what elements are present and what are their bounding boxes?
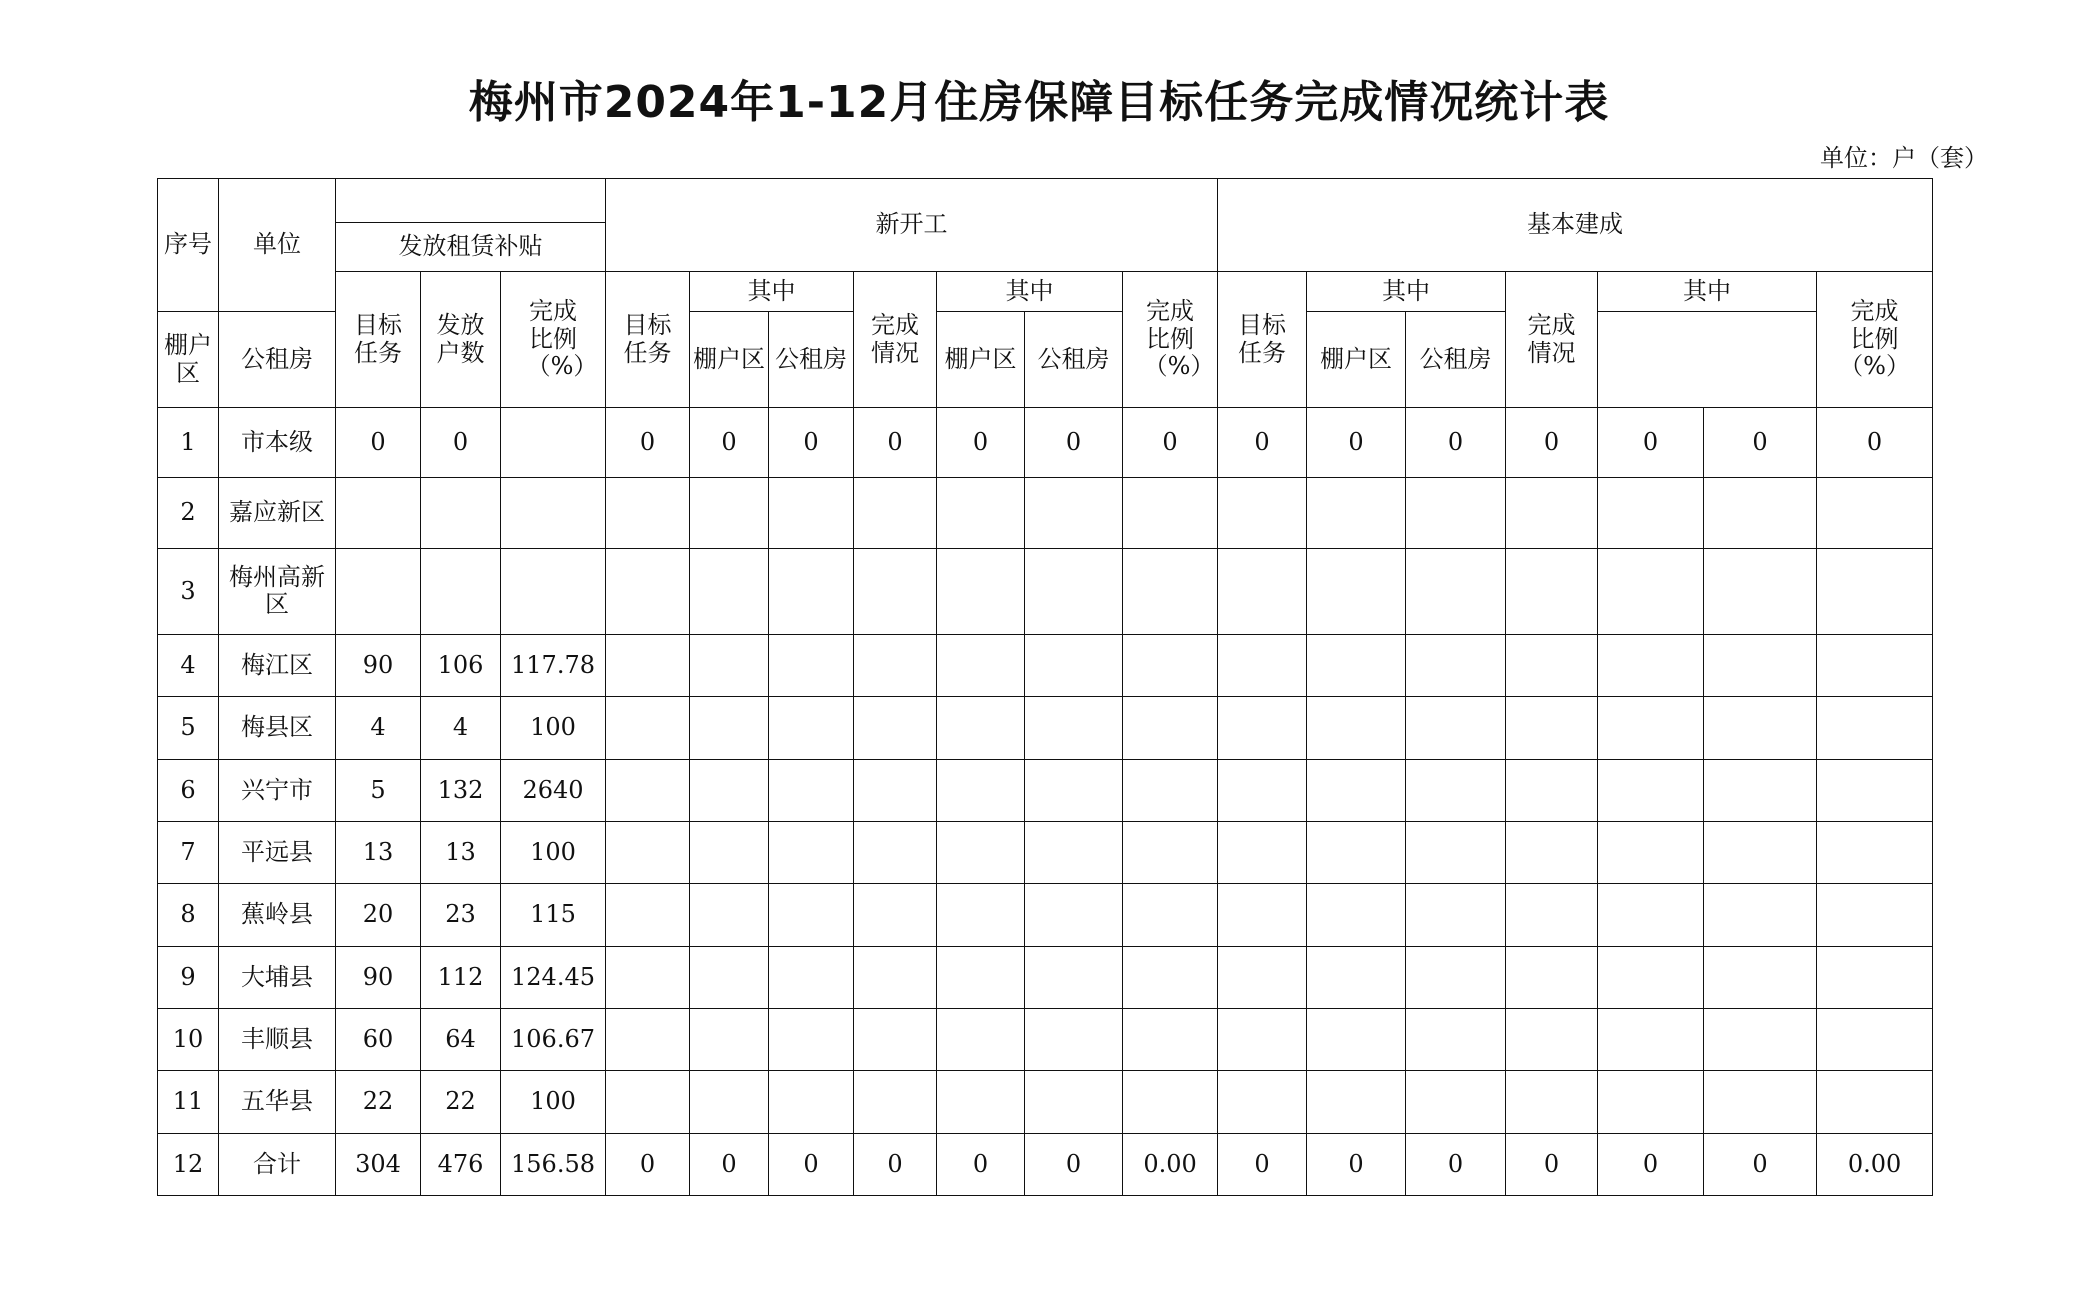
table-row xyxy=(158,478,1933,548)
cell-ns-shanty: 0 xyxy=(690,408,769,478)
cell-target: 90 xyxy=(336,946,421,1008)
cell-ns-public xyxy=(769,548,854,634)
cell-issued: 0 xyxy=(421,408,501,478)
cell-ns-st-shanty xyxy=(937,548,1025,634)
cell-ratio: 117.78 xyxy=(501,635,606,697)
cell-bc-st-shanty xyxy=(1598,478,1704,548)
cell-target: 60 xyxy=(336,1009,421,1071)
cell-bc-shanty: 0 xyxy=(1307,1133,1406,1195)
header-ns-shantytown xyxy=(158,312,219,408)
header-bc-st-shantytown: 棚户区 xyxy=(1307,312,1406,408)
cell-bc-ratio xyxy=(1817,759,1933,821)
cell-ns-public: 0 xyxy=(769,1133,854,1195)
cell-ns-st-shanty xyxy=(937,946,1025,1008)
cell-ratio xyxy=(501,408,606,478)
header-target-text: 目标任务 xyxy=(353,310,402,367)
cell-ns-st-shanty: 0 xyxy=(937,1133,1025,1195)
cell-issued: 22 xyxy=(421,1071,501,1133)
cell-issued: 476 xyxy=(421,1133,501,1195)
cell-bc-ratio xyxy=(1817,697,1933,759)
cell-ns-target xyxy=(606,759,690,821)
header-unit: 单位 xyxy=(219,179,336,312)
cell-bc-st-public xyxy=(1704,759,1817,821)
cell-ns-ratio xyxy=(1123,1071,1218,1133)
cell-ns-ratio xyxy=(1123,478,1218,548)
cell-bc-status: 0 xyxy=(1506,1133,1598,1195)
table-row xyxy=(158,822,1933,884)
cell-seq: 9 xyxy=(158,946,219,1008)
table-body xyxy=(158,408,1933,1196)
cell-bc-st-public xyxy=(1704,548,1817,634)
cell-issued: 13 xyxy=(421,822,501,884)
table-row xyxy=(158,759,1933,821)
table-row xyxy=(158,548,1933,634)
cell-ns-st-public xyxy=(1025,759,1123,821)
cell-bc-target xyxy=(1218,635,1307,697)
cell-bc-public: 0 xyxy=(1406,1133,1506,1195)
table-row xyxy=(158,946,1933,1008)
header-ns-st-public-rental: 公租房 xyxy=(769,312,854,408)
cell-bc-status xyxy=(1506,822,1598,884)
cell-ns-st-shanty xyxy=(937,822,1025,884)
cell-ns-st-public: 0 xyxy=(1025,1133,1123,1195)
cell-ns-ratio xyxy=(1123,697,1218,759)
cell-bc-ratio xyxy=(1817,1009,1933,1071)
cell-ns-ratio: 0.00 xyxy=(1123,1133,1218,1195)
cell-bc-st-public xyxy=(1704,822,1817,884)
cell-ns-public xyxy=(769,697,854,759)
cell-ns-status xyxy=(854,697,937,759)
cell-ratio: 106.67 xyxy=(501,1009,606,1071)
cell-ns-target xyxy=(606,635,690,697)
cell-bc-target xyxy=(1218,759,1307,821)
header-bc-among: 其中 xyxy=(1307,272,1506,312)
cell-target xyxy=(336,478,421,548)
cell-ns-ratio xyxy=(1123,1009,1218,1071)
cell-ns-st-public xyxy=(1025,697,1123,759)
cell-ratio: 156.58 xyxy=(501,1133,606,1195)
cell-ns-st-public xyxy=(1025,1009,1123,1071)
header-bc-public-rental: 公租房 xyxy=(1025,312,1123,408)
cell-bc-ratio xyxy=(1817,884,1933,946)
cell-ns-status xyxy=(854,946,937,1008)
header-bc-st-public-rental: 公租房 xyxy=(1406,312,1506,408)
cell-bc-st-public xyxy=(1704,478,1817,548)
cell-ns-target xyxy=(606,946,690,1008)
housing-stats-table xyxy=(157,178,1933,1196)
cell-bc-ratio xyxy=(1817,1071,1933,1133)
cell-ns-ratio xyxy=(1123,884,1218,946)
cell-ns-target xyxy=(606,884,690,946)
cell-ns-shanty xyxy=(690,1009,769,1071)
cell-ns-st-shanty xyxy=(937,1071,1025,1133)
cell-bc-shanty xyxy=(1307,697,1406,759)
table-row xyxy=(158,1071,1933,1133)
cell-ns-status xyxy=(854,1071,937,1133)
table-row xyxy=(158,635,1933,697)
cell-ns-st-public xyxy=(1025,548,1123,634)
cell-bc-status xyxy=(1506,759,1598,821)
header-bc-shantytown: 棚户区 xyxy=(937,312,1025,408)
cell-bc-st-public xyxy=(1704,884,1817,946)
cell-ns-ratio xyxy=(1123,635,1218,697)
cell-ns-ratio xyxy=(1123,946,1218,1008)
cell-bc-target xyxy=(1218,946,1307,1008)
cell-unit: 兴宁市 xyxy=(219,759,336,821)
cell-issued xyxy=(421,548,501,634)
cell-unit: 梅州高新区 xyxy=(219,548,336,634)
cell-bc-public xyxy=(1406,822,1506,884)
header-ns-public-rental: 公租房 xyxy=(219,312,336,408)
header-ns-status-among: 其中 xyxy=(937,272,1123,312)
cell-target: 5 xyxy=(336,759,421,821)
cell-bc-st-public: 0 xyxy=(1704,408,1817,478)
cell-seq: 2 xyxy=(158,478,219,548)
cell-ns-ratio xyxy=(1123,548,1218,634)
cell-target xyxy=(336,548,421,634)
cell-ratio xyxy=(501,478,606,548)
header-ratio-text: 完成比例（%） xyxy=(526,297,598,381)
cell-unit: 丰顺县 xyxy=(219,1009,336,1071)
cell-target: 0 xyxy=(336,408,421,478)
cell-ns-st-shanty xyxy=(937,635,1025,697)
header-ns-ratio-text: 完成比例（%） xyxy=(1143,297,1215,381)
cell-ns-shanty: 0 xyxy=(690,1133,769,1195)
cell-bc-ratio xyxy=(1817,822,1933,884)
cell-bc-shanty xyxy=(1307,822,1406,884)
cell-bc-st-shanty xyxy=(1598,548,1704,634)
cell-ns-status xyxy=(854,478,937,548)
header-ns-status xyxy=(854,272,937,408)
cell-ns-target xyxy=(606,478,690,548)
cell-bc-st-shanty xyxy=(1598,884,1704,946)
cell-ns-public xyxy=(769,635,854,697)
cell-ns-st-shanty xyxy=(937,697,1025,759)
cell-bc-shanty xyxy=(1307,1009,1406,1071)
cell-bc-status xyxy=(1506,697,1598,759)
header-bc-target xyxy=(1218,272,1307,408)
cell-unit: 嘉应新区 xyxy=(219,478,336,548)
cell-bc-st-shanty: 0 xyxy=(1598,408,1704,478)
cell-bc-st-public: 0 xyxy=(1704,1133,1817,1195)
header-bc-ratio xyxy=(1817,272,1933,408)
cell-target: 22 xyxy=(336,1071,421,1133)
cell-ns-st-public: 0 xyxy=(1025,408,1123,478)
cell-bc-st-shanty xyxy=(1598,759,1704,821)
cell-bc-target xyxy=(1218,548,1307,634)
cell-ns-shanty xyxy=(690,884,769,946)
cell-ns-status xyxy=(854,759,937,821)
cell-bc-ratio: 0.00 xyxy=(1817,1133,1933,1195)
cell-target: 90 xyxy=(336,635,421,697)
cell-ns-status xyxy=(854,635,937,697)
cell-bc-ratio xyxy=(1817,548,1933,634)
cell-ns-target: 0 xyxy=(606,1133,690,1195)
cell-bc-shanty xyxy=(1307,478,1406,548)
header-issued-text: 发放户数 xyxy=(436,310,485,367)
header-bc-target-text: 目标任务 xyxy=(1238,310,1287,367)
cell-unit: 大埔县 xyxy=(219,946,336,1008)
cell-bc-ratio xyxy=(1817,635,1933,697)
cell-seq: 10 xyxy=(158,1009,219,1071)
cell-ratio: 100 xyxy=(501,822,606,884)
cell-bc-ratio xyxy=(1817,478,1933,548)
cell-ns-public xyxy=(769,1009,854,1071)
cell-ns-status: 0 xyxy=(854,408,937,478)
cell-ns-public xyxy=(769,478,854,548)
cell-ns-ratio xyxy=(1123,822,1218,884)
cell-ns-status xyxy=(854,884,937,946)
cell-bc-shanty: 0 xyxy=(1307,408,1406,478)
cell-bc-ratio xyxy=(1817,946,1933,1008)
cell-seq: 4 xyxy=(158,635,219,697)
cell-bc-st-public xyxy=(1704,1009,1817,1071)
cell-ns-status xyxy=(854,1009,937,1071)
header-ns-shantytown-text: 棚户区 xyxy=(163,330,212,387)
cell-ns-st-public xyxy=(1025,635,1123,697)
cell-bc-public xyxy=(1406,1009,1506,1071)
cell-seq: 12 xyxy=(158,1133,219,1195)
cell-ns-shanty xyxy=(690,822,769,884)
cell-ns-shanty xyxy=(690,478,769,548)
header-rent-blank xyxy=(336,179,606,223)
cell-ns-public xyxy=(769,946,854,1008)
table-row xyxy=(158,884,1933,946)
cell-bc-st-public xyxy=(1704,946,1817,1008)
cell-unit: 五华县 xyxy=(219,1071,336,1133)
cell-target: 13 xyxy=(336,822,421,884)
cell-ns-st-shanty xyxy=(937,1009,1025,1071)
cell-ns-st-public xyxy=(1025,884,1123,946)
cell-ns-target xyxy=(606,1071,690,1133)
header-new-start: 新开工 xyxy=(606,179,1218,272)
cell-bc-st-shanty xyxy=(1598,697,1704,759)
cell-ns-shanty xyxy=(690,635,769,697)
cell-bc-public xyxy=(1406,548,1506,634)
cell-ns-target xyxy=(606,822,690,884)
cell-ns-status xyxy=(854,548,937,634)
cell-ns-public xyxy=(769,822,854,884)
cell-ratio xyxy=(501,548,606,634)
cell-seq: 1 xyxy=(158,408,219,478)
cell-bc-status xyxy=(1506,884,1598,946)
cell-bc-shanty xyxy=(1307,635,1406,697)
cell-ns-public xyxy=(769,884,854,946)
cell-ns-st-shanty xyxy=(937,478,1025,548)
cell-ns-shanty xyxy=(690,946,769,1008)
cell-bc-st-shanty xyxy=(1598,635,1704,697)
cell-ns-shanty xyxy=(690,1071,769,1133)
table-row xyxy=(158,1009,1933,1071)
cell-bc-status: 0 xyxy=(1506,408,1598,478)
page-title: 梅州市2024年1-12月住房保障目标任务完成情况统计表 xyxy=(468,77,1610,128)
cell-seq: 6 xyxy=(158,759,219,821)
cell-ratio: 100 xyxy=(501,697,606,759)
cell-ns-target: 0 xyxy=(606,408,690,478)
cell-bc-public xyxy=(1406,478,1506,548)
header-seq: 序号 xyxy=(158,179,219,312)
cell-bc-target: 0 xyxy=(1218,408,1307,478)
cell-bc-shanty xyxy=(1307,1071,1406,1133)
cell-bc-public xyxy=(1406,946,1506,1008)
cell-bc-target xyxy=(1218,697,1307,759)
header-bc-status-among: 其中 xyxy=(1598,272,1817,312)
cell-seq: 5 xyxy=(158,697,219,759)
header-ns-target xyxy=(606,272,690,408)
cell-bc-st-public xyxy=(1704,697,1817,759)
header-bc-ratio-text: 完成 比例（%） xyxy=(1839,297,1923,381)
cell-target: 20 xyxy=(336,884,421,946)
cell-ns-status xyxy=(854,822,937,884)
cell-issued: 132 xyxy=(421,759,501,821)
cell-bc-public xyxy=(1406,697,1506,759)
cell-bc-status xyxy=(1506,1009,1598,1071)
cell-seq: 7 xyxy=(158,822,219,884)
table-row xyxy=(158,408,1933,478)
cell-bc-public xyxy=(1406,1071,1506,1133)
cell-ns-st-shanty xyxy=(937,759,1025,821)
cell-bc-status xyxy=(1506,946,1598,1008)
cell-bc-status xyxy=(1506,478,1598,548)
cell-ns-ratio: 0 xyxy=(1123,408,1218,478)
cell-ns-st-public xyxy=(1025,1071,1123,1133)
cell-bc-target xyxy=(1218,884,1307,946)
cell-ns-shanty xyxy=(690,759,769,821)
cell-ns-shanty xyxy=(690,548,769,634)
cell-issued: 4 xyxy=(421,697,501,759)
header-basic-completion: 基本建成 xyxy=(1218,179,1933,272)
cell-bc-public xyxy=(1406,759,1506,821)
cell-bc-st-shanty xyxy=(1598,822,1704,884)
cell-ns-st-shanty xyxy=(937,884,1025,946)
unit-note: 单位：户（套） xyxy=(1820,144,1988,172)
cell-bc-public xyxy=(1406,635,1506,697)
cell-bc-shanty xyxy=(1307,884,1406,946)
table-row xyxy=(158,1133,1933,1195)
cell-unit: 合计 xyxy=(219,1133,336,1195)
cell-unit: 梅江区 xyxy=(219,635,336,697)
header-ns-among: 其中 xyxy=(690,272,854,312)
cell-bc-ratio: 0 xyxy=(1817,408,1933,478)
cell-bc-target xyxy=(1218,478,1307,548)
cell-seq: 11 xyxy=(158,1071,219,1133)
cell-unit: 平远县 xyxy=(219,822,336,884)
cell-ns-target xyxy=(606,1009,690,1071)
cell-unit: 梅县区 xyxy=(219,697,336,759)
cell-issued xyxy=(421,478,501,548)
cell-ns-target xyxy=(606,697,690,759)
cell-bc-st-public xyxy=(1704,635,1817,697)
cell-ns-st-public xyxy=(1025,946,1123,1008)
header-rent-subsidy: 发放租赁补贴 xyxy=(336,223,606,272)
header-ns-ratio xyxy=(1123,272,1218,408)
cell-ns-public xyxy=(769,759,854,821)
cell-ratio: 115 xyxy=(501,884,606,946)
cell-unit: 蕉岭县 xyxy=(219,884,336,946)
cell-ns-target xyxy=(606,548,690,634)
cell-ns-st-public xyxy=(1025,478,1123,548)
header-ns-status-text: 完成情况 xyxy=(871,310,920,367)
cell-bc-status xyxy=(1506,548,1598,634)
header-target xyxy=(336,272,421,408)
cell-bc-st-shanty xyxy=(1598,946,1704,1008)
cell-issued: 23 xyxy=(421,884,501,946)
cell-bc-status xyxy=(1506,635,1598,697)
cell-bc-target xyxy=(1218,822,1307,884)
cell-bc-status xyxy=(1506,1071,1598,1133)
cell-bc-st-shanty xyxy=(1598,1009,1704,1071)
cell-target: 304 xyxy=(336,1133,421,1195)
cell-ratio: 100 xyxy=(501,1071,606,1133)
cell-issued: 64 xyxy=(421,1009,501,1071)
cell-ns-shanty xyxy=(690,697,769,759)
header-completion-ratio xyxy=(501,272,606,408)
cell-ns-st-public xyxy=(1025,822,1123,884)
cell-seq: 3 xyxy=(158,548,219,634)
cell-issued: 106 xyxy=(421,635,501,697)
cell-target: 4 xyxy=(336,697,421,759)
cell-ratio: 2640 xyxy=(501,759,606,821)
cell-bc-shanty xyxy=(1307,946,1406,1008)
cell-unit: 市本级 xyxy=(219,408,336,478)
cell-bc-shanty xyxy=(1307,548,1406,634)
cell-seq: 8 xyxy=(158,884,219,946)
cell-bc-public xyxy=(1406,884,1506,946)
cell-ns-ratio xyxy=(1123,759,1218,821)
table-row xyxy=(158,697,1933,759)
cell-ns-public: 0 xyxy=(769,408,854,478)
cell-bc-target xyxy=(1218,1071,1307,1133)
cell-bc-target: 0 xyxy=(1218,1133,1307,1195)
cell-ns-status: 0 xyxy=(854,1133,937,1195)
cell-bc-st-public xyxy=(1704,1071,1817,1133)
header-ns-target-text: 目标任务 xyxy=(623,310,672,367)
cell-bc-st-shanty xyxy=(1598,1071,1704,1133)
cell-issued: 112 xyxy=(421,946,501,1008)
cell-ns-public xyxy=(769,1071,854,1133)
cell-bc-shanty xyxy=(1307,759,1406,821)
cell-ns-st-shanty: 0 xyxy=(937,408,1025,478)
header-issued-households xyxy=(421,272,501,408)
cell-bc-target xyxy=(1218,1009,1307,1071)
cell-bc-st-shanty: 0 xyxy=(1598,1133,1704,1195)
cell-ratio: 124.45 xyxy=(501,946,606,1008)
header-ns-st-shantytown: 棚户区 xyxy=(690,312,769,408)
header-bc-status xyxy=(1506,272,1598,408)
header-bc-status-text: 完成情况 xyxy=(1527,310,1576,367)
cell-bc-public: 0 xyxy=(1406,408,1506,478)
